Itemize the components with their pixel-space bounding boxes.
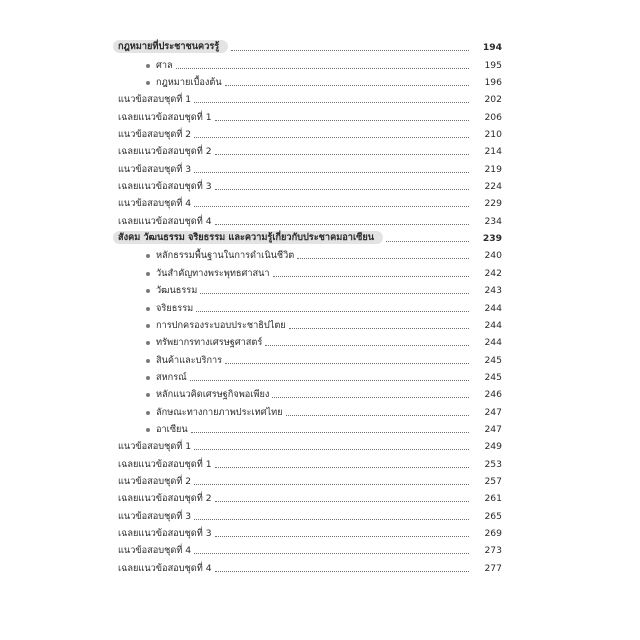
- toc-subitem-row: [118, 261, 502, 278]
- bullet-icon: [146, 341, 150, 345]
- toc-subitem-row: [118, 400, 502, 417]
- toc-subitem-row: [118, 244, 502, 261]
- toc-entry-label: วันสำคัญทางพระพุทธศาสนา: [156, 267, 270, 279]
- toc-subitem-row: [118, 383, 502, 400]
- toc-page-number: 240: [484, 250, 502, 262]
- bullet-icon: [146, 307, 150, 311]
- toc-subitem-row: [118, 418, 502, 435]
- dot-leader: [386, 241, 469, 242]
- toc-page-number: 194: [482, 42, 502, 54]
- table-of-contents: [118, 36, 502, 574]
- toc-entry-label: แนวข้อสอบชุดที่ 4: [118, 545, 192, 557]
- toc-page-number: 195: [484, 59, 502, 71]
- toc-entry-label: แนวข้อสอบชุดที่ 2: [118, 475, 192, 487]
- toc-subitem-row: [118, 366, 502, 383]
- bullet-icon: [146, 289, 150, 293]
- toc-page-number: 257: [484, 475, 502, 487]
- toc-entry-label: แนวข้อสอบชุดที่ 2: [118, 129, 192, 141]
- bullet-icon: [146, 254, 150, 258]
- toc-item-row: [118, 192, 502, 209]
- toc-page-number: 234: [484, 215, 502, 227]
- toc-page-number: 196: [484, 77, 502, 89]
- toc-page-number: 243: [484, 285, 502, 297]
- toc-item-row: [118, 470, 502, 487]
- toc-entry-label: ลักษณะทางกายภาพประเทศไทย: [156, 406, 283, 418]
- toc-section-row: [118, 36, 502, 53]
- toc-page-number: 253: [484, 458, 502, 470]
- toc-item-row: [118, 504, 502, 521]
- dot-leader: [194, 137, 469, 138]
- toc-entry-label: สหกรณ์: [156, 371, 187, 383]
- bullet-icon: [146, 81, 150, 85]
- dot-leader: [194, 206, 469, 207]
- toc-item-row: [118, 105, 502, 122]
- dot-leader: [191, 432, 469, 433]
- toc-page-number: 249: [484, 441, 502, 453]
- toc-entry-label: วัฒนธรรม: [156, 285, 198, 297]
- toc-page-number: 246: [484, 389, 502, 401]
- dot-leader: [194, 102, 469, 103]
- toc-entry-label: กฎหมายเบื้องต้น: [156, 77, 222, 89]
- dot-leader: [289, 328, 469, 329]
- toc-page-number: 247: [484, 423, 502, 435]
- bullet-icon: [146, 64, 150, 68]
- toc-page-number: 245: [484, 371, 502, 383]
- dot-leader: [225, 85, 469, 86]
- bullet-icon: [146, 359, 150, 363]
- toc-page-number: 247: [484, 406, 502, 418]
- toc-page-number: 245: [484, 354, 502, 366]
- bullet-icon: [146, 411, 150, 415]
- dot-leader: [265, 345, 469, 346]
- dot-leader: [194, 449, 469, 450]
- dot-leader: [215, 571, 469, 572]
- toc-page-number: 244: [484, 319, 502, 331]
- dot-leader: [215, 467, 469, 468]
- toc-entry-label: หลักแนวคิดเศรษฐกิจพอเพียง: [156, 389, 270, 401]
- dot-leader: [190, 380, 469, 381]
- toc-entry-label: ทรัพยากรทางเศรษฐศาสตร์: [156, 337, 263, 349]
- toc-entry-label: เฉลยแนวข้อสอบชุดที่ 3: [118, 181, 212, 193]
- toc-entry-label: อาเซียน: [156, 423, 188, 435]
- toc-page-number: 277: [484, 562, 502, 574]
- toc-entry-label: เฉลยแนวข้อสอบชุดที่ 4: [118, 215, 212, 227]
- dot-leader: [273, 276, 469, 277]
- toc-page-number: 244: [484, 302, 502, 314]
- toc-entry-label: การปกครองระบอบประชาธิปไตย: [156, 319, 286, 331]
- toc-subitem-row: [118, 296, 502, 313]
- dot-leader: [215, 189, 469, 190]
- dot-leader: [194, 484, 469, 485]
- toc-entry-label: เฉลยแนวข้อสอบชุดที่ 2: [118, 146, 212, 158]
- toc-item-row: [118, 157, 502, 174]
- bullet-icon: [146, 393, 150, 397]
- dot-leader: [215, 154, 469, 155]
- toc-item-row: [118, 452, 502, 469]
- dot-leader: [200, 293, 469, 294]
- dot-leader: [176, 68, 469, 69]
- toc-subitem-row: [118, 348, 502, 365]
- toc-page-number: 242: [484, 267, 502, 279]
- toc-item-row: [118, 435, 502, 452]
- toc-page-number: 224: [484, 181, 502, 193]
- dot-leader: [297, 258, 469, 259]
- toc-item-row: [118, 487, 502, 504]
- toc-item-row: [118, 140, 502, 157]
- toc-subitem-row: [118, 53, 502, 70]
- toc-item-row: [118, 123, 502, 140]
- toc-entry-label: สังคม วัฒนธรรม จริยธรรม และความรู้เกี่ยวกับประชาคมอาเซียน: [113, 231, 383, 244]
- dot-leader: [194, 519, 469, 520]
- toc-page-number: 244: [484, 337, 502, 349]
- toc-item-row: [118, 522, 502, 539]
- toc-page-number: 210: [484, 129, 502, 141]
- toc-subitem-row: [118, 71, 502, 88]
- dot-leader: [215, 501, 469, 502]
- toc-page-number: 229: [484, 198, 502, 210]
- toc-entry-label: สินค้าและบริการ: [156, 354, 223, 366]
- dot-leader: [215, 120, 469, 121]
- dot-leader: [194, 553, 469, 554]
- toc-entry-label: เฉลยแนวข้อสอบชุดที่ 1: [118, 458, 212, 470]
- dot-leader: [194, 172, 469, 173]
- toc-page-number: 219: [484, 163, 502, 175]
- toc-item-row: [118, 539, 502, 556]
- toc-entry-label: จริยธรรม: [156, 302, 194, 314]
- dot-leader: [225, 363, 469, 364]
- toc-entry-label: แนวข้อสอบชุดที่ 1: [118, 441, 192, 453]
- toc-entry-label: แนวข้อสอบชุดที่ 1: [118, 94, 192, 106]
- dot-leader: [196, 311, 469, 312]
- toc-item-row: [118, 175, 502, 192]
- toc-item-row: [118, 209, 502, 226]
- toc-entry-label: แนวข้อสอบชุดที่ 3: [118, 163, 192, 175]
- toc-entry-label: เฉลยแนวข้อสอบชุดที่ 2: [118, 493, 212, 505]
- toc-subitem-row: [118, 314, 502, 331]
- bullet-icon: [146, 324, 150, 328]
- toc-page-number: 202: [484, 94, 502, 106]
- bullet-icon: [146, 428, 150, 432]
- toc-entry-label: เฉลยแนวข้อสอบชุดที่ 1: [118, 111, 212, 123]
- toc-page-number: 214: [484, 146, 502, 158]
- toc-page-number: 239: [482, 233, 502, 245]
- toc-entry-label: เฉลยแนวข้อสอบชุดที่ 3: [118, 527, 212, 539]
- toc-entry-label: แนวข้อสอบชุดที่ 3: [118, 510, 192, 522]
- toc-page-number: 265: [484, 510, 502, 522]
- bullet-icon: [146, 376, 150, 380]
- bullet-icon: [146, 272, 150, 276]
- toc-subitem-row: [118, 279, 502, 296]
- dot-leader: [215, 224, 469, 225]
- toc-subitem-row: [118, 331, 502, 348]
- toc-section-row: [118, 227, 502, 244]
- toc-entry-label: กฎหมายที่ประชาชนควรรู้: [113, 40, 228, 53]
- toc-page-number: 206: [484, 111, 502, 123]
- dot-leader: [231, 50, 469, 51]
- toc-entry-label: ศาล: [156, 59, 173, 71]
- toc-entry-label: หลักธรรมพื้นฐานในการดำเนินชีวิต: [156, 250, 295, 262]
- toc-page-number: 261: [484, 493, 502, 505]
- dot-leader: [272, 397, 469, 398]
- toc-item-row: [118, 88, 502, 105]
- toc-entry-label: แนวข้อสอบชุดที่ 4: [118, 198, 192, 210]
- toc-page-number: 273: [484, 545, 502, 557]
- toc-page-number: 269: [484, 527, 502, 539]
- dot-leader: [286, 415, 469, 416]
- dot-leader: [215, 536, 469, 537]
- toc-item-row: [118, 556, 502, 573]
- toc-entry-label: เฉลยแนวข้อสอบชุดที่ 4: [118, 562, 212, 574]
